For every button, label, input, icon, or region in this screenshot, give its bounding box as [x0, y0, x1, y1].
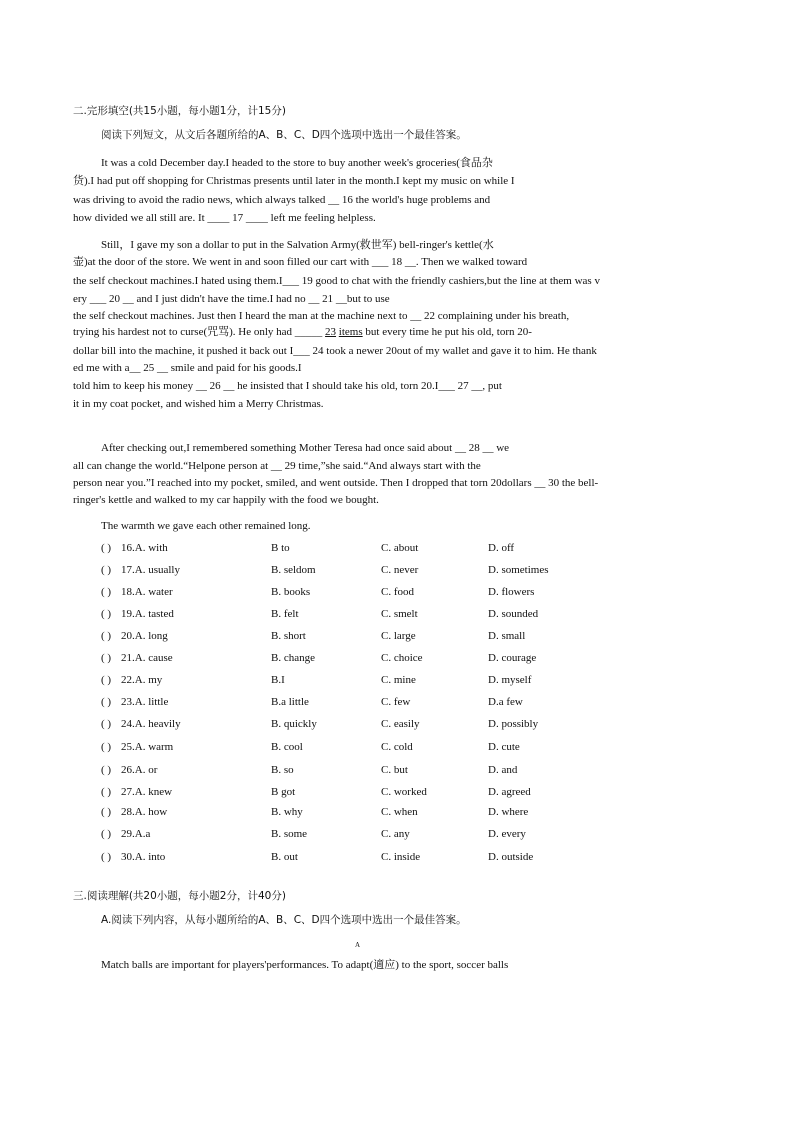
answer-blank: ( ) — [101, 718, 112, 730]
section-3-instruction: A.阅读下列内容，从每小题所给的A、B、C、D四个选项中选出一个最佳答案。 — [101, 914, 467, 926]
option-b: B.a little — [271, 696, 309, 708]
option-b: B. so — [271, 764, 294, 776]
option-row — [101, 850, 661, 864]
answer-blank: ( ) — [101, 608, 112, 620]
option-d: D. and — [488, 764, 518, 776]
option-a: 18.A. water — [121, 586, 173, 598]
passage-line: told him to keep his money __ 26 __ he insisted that I should take his old, torn 20.I___ 27 __, put — [73, 380, 502, 392]
option-d: D. where — [488, 806, 529, 818]
passage-line — [73, 325, 532, 339]
option-c: C. any — [381, 828, 410, 840]
option-c: C. cold — [381, 741, 413, 753]
passage-text: but every time he put his old, torn 20- — [362, 326, 532, 338]
option-d: D. sounded — [488, 608, 539, 620]
passage-line: 货).I had put off shopping for Christmas presents until later in the month.I kept my music on while I — [73, 175, 515, 187]
passage-line: dollar bill into the machine, it pushed it back out I___ 24 took a newer 20out of my wallet and gave it to him. He thank — [73, 345, 597, 357]
option-b: B. seldom — [271, 564, 316, 576]
option-d: D. courage — [488, 652, 537, 664]
option-row — [101, 651, 661, 665]
underlined-word: items — [338, 326, 363, 338]
option-row — [101, 740, 661, 754]
option-b: B. change — [271, 652, 315, 664]
option-row — [101, 563, 661, 577]
passage-line: the self checkout machines.I hated using them.I___ 19 good to chat with the friendly cashiers,but the line at them was v — [73, 275, 600, 287]
option-c: C. never — [381, 564, 419, 576]
option-row — [101, 673, 661, 687]
option-c: C. when — [381, 806, 418, 818]
option-b: B. why — [271, 806, 303, 818]
passage-text: trying his hardest not to curse(咒骂). He only had _____ — [73, 326, 326, 338]
section-2-instruction: 阅读下列短文，从文后各题所给的A、B、C、D四个选项中选出一个最佳答案。 — [101, 129, 467, 141]
option-c: C. worked — [381, 786, 427, 798]
answer-blank: ( ) — [101, 542, 112, 554]
option-c: C. choice — [381, 652, 423, 664]
passage-line: The warmth we gave each other remained long. — [101, 520, 311, 532]
option-a: 24.A. heavily — [121, 718, 181, 730]
answer-blank: ( ) — [101, 764, 112, 776]
option-a: 30.A. into — [121, 851, 166, 863]
option-b: B.I — [271, 674, 285, 686]
option-row — [101, 763, 661, 777]
option-row — [101, 541, 661, 555]
blank-number: 23 — [325, 326, 337, 338]
section-3-title: 三.阅读理解(共20小题，每小题2分，计40分) — [73, 890, 286, 902]
option-d: D. off — [488, 542, 515, 554]
answer-blank: ( ) — [101, 851, 112, 863]
option-d: D. flowers — [488, 586, 535, 598]
option-a: 23.A. little — [121, 696, 169, 708]
option-c: C. few — [381, 696, 411, 708]
option-row — [101, 717, 661, 731]
option-b: B. quickly — [271, 718, 317, 730]
section-2-title: 二.完形填空(共15小题，每小题1分，计15分) — [73, 105, 286, 117]
option-d: D. myself — [488, 674, 532, 686]
answer-blank: ( ) — [101, 828, 112, 840]
option-d: D. agreed — [488, 786, 531, 798]
passage-line: person near you.”I reached into my pocket, smiled, and went outside. Then I dropped that torn 20dollars __ 30 the bell- — [73, 477, 599, 489]
option-b: B. out — [271, 851, 298, 863]
option-d: D. small — [488, 630, 526, 642]
answer-blank: ( ) — [101, 630, 112, 642]
option-a: 28.A. how — [121, 806, 168, 818]
option-c: C. large — [381, 630, 416, 642]
option-c: C. food — [381, 586, 414, 598]
passage-line: was driving to avoid the radio news, which always talked __ 16 the world's huge problems and — [73, 194, 491, 206]
option-a: 27.A. knew — [121, 786, 173, 798]
passage-line: ringer's kettle and walked to my car happily with the food we bought. — [73, 494, 379, 506]
option-a: 19.A. tasted — [121, 608, 174, 620]
option-row — [101, 585, 661, 599]
passage-line: the self checkout machines. Just then I heard the man at the machine next to __ 22 complaining under his breath, — [73, 310, 570, 322]
passage-line: how divided we all still are. It ____ 17 ____ left me feeling helpless. — [73, 212, 376, 224]
answer-blank: ( ) — [101, 806, 112, 818]
passage-line: Still，I gave my son a dollar to put in the Salvation Army(救世军) bell-ringer's kettle(水 — [101, 239, 494, 251]
option-c: C. about — [381, 542, 419, 554]
option-a: 22.A. my — [121, 674, 163, 686]
option-a: 21.A. cause — [121, 652, 173, 664]
option-b: B to — [271, 542, 290, 554]
option-c: C. smelt — [381, 608, 418, 620]
option-a: 17.A. usually — [121, 564, 180, 576]
option-d: D. sometimes — [488, 564, 549, 576]
answer-blank: ( ) — [101, 586, 112, 598]
answer-blank: ( ) — [101, 652, 112, 664]
option-d: D.a few — [488, 696, 523, 708]
option-b: B. short — [271, 630, 306, 642]
option-a: 29.A.a — [121, 828, 151, 840]
answer-blank: ( ) — [101, 674, 112, 686]
option-a: 26.A. or — [121, 764, 158, 776]
passage-line: Match balls are important for players'performances. To adapt(適应) to the sport, soccer balls — [101, 959, 509, 971]
passage-line: After checking out,I remembered something Mother Teresa had once said about __ 28 __ we — [101, 442, 510, 454]
option-row — [101, 785, 661, 799]
passage-line: it in my coat pocket, and wished him a Merry Christmas. — [73, 398, 324, 410]
answer-blank: ( ) — [101, 564, 112, 576]
passage-line: 壶)at the door of the store. We went in and soon filled our cart with ___ 18 __. Then we walked toward — [73, 256, 528, 268]
option-d: D. every — [488, 828, 526, 840]
option-row — [101, 695, 661, 709]
option-row — [101, 827, 661, 841]
answer-blank: ( ) — [101, 786, 112, 798]
option-row — [101, 629, 661, 643]
option-c: C. inside — [381, 851, 421, 863]
option-b: B. cool — [271, 741, 303, 753]
option-c: C. easily — [381, 718, 420, 730]
option-d: D. outside — [488, 851, 534, 863]
option-row — [101, 805, 661, 819]
passage-line: It was a cold December day.I headed to the store to buy another week's groceries(食品杂 — [101, 157, 493, 169]
option-a: 25.A. warm — [121, 741, 174, 753]
passage-line: ery ___ 20 __ and I just didn't have the time.I had no __ 21 __but to use — [73, 293, 390, 305]
option-c: C. mine — [381, 674, 416, 686]
passage-line: ed me with a__ 25 __ smile and paid for his goods.I — [73, 362, 302, 374]
passage-line: all can change the world.“Helpone person at __ 29 time,”she said.“And always start with the — [73, 460, 481, 472]
option-a: 20.A. long — [121, 630, 168, 642]
option-d: D. cute — [488, 741, 520, 753]
option-a: 16.A. with — [121, 542, 168, 554]
option-b: B. felt — [271, 608, 299, 620]
option-b: B. some — [271, 828, 308, 840]
option-d: D. possibly — [488, 718, 539, 730]
part-label: A — [355, 941, 361, 949]
answer-blank: ( ) — [101, 741, 112, 753]
answer-blank: ( ) — [101, 696, 112, 708]
option-b: B got — [271, 786, 296, 798]
option-b: B. books — [271, 586, 311, 598]
option-row — [101, 607, 661, 621]
option-c: C. but — [381, 764, 408, 776]
